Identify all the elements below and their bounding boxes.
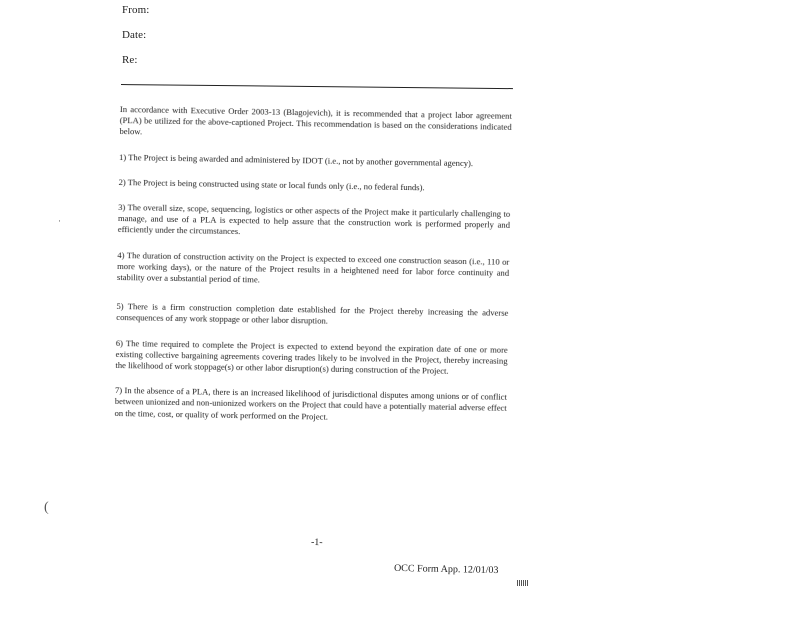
intro-paragraph: In accordance with Executive Order 2003-13 (Blagojevich), it is recommended that a project labor agreement (PLA) be utilized for the above-captioned Project. This recommendation is based on the considerations indicated below. <box>119 104 512 137</box>
page-number: -1- <box>310 536 323 549</box>
date-label: Date: <box>122 29 147 41</box>
header-divider <box>121 84 513 89</box>
form-reference: OCC Form App. 12/01/03 <box>393 562 499 577</box>
re-label: Re: <box>122 54 138 66</box>
consideration-2: 2) The Project is being constructed using state or local funds only (i.e., no federal funds). <box>118 176 425 193</box>
consideration-6: 6) The time required to complete the Project is expected to extend beyond the expiration date of one or more existing collective bargaining agreements covering trades likely to be involved in the Project, thereby increasing the likelihood of work stoppage(s) or other labor disruption(s) during construction of the Project. <box>115 337 508 376</box>
consideration-7: 7) In the absence of a PLA, there is an increased likelihood of jurisdictional disputes among unions or of conflict between unionized and non-unionized workers on the Project that could have a potentially material adverse effect on the time, cost, or quality of work performed on the Project. <box>114 385 508 422</box>
consideration-5: 5) There is a firm construction completion date established for the Project thereby increasing the adverse consequences of any work stoppage or other labor disruption. <box>116 301 509 327</box>
scan-smudge: ( <box>44 500 49 515</box>
memo-body <box>114 104 512 436</box>
from-label: From: <box>122 4 150 16</box>
scan-speck: · <box>58 216 61 226</box>
scan-barcode-mark <box>517 580 528 586</box>
consideration-1: 1) The Project is being awarded and administered by IDOT (i.e., not by another governmental agency). <box>118 151 474 168</box>
consideration-4: 4) The duration of construction activity on the Project is expected to exceed one construction season (i.e., 110 or more working days), or the nature of the Project results in a heightened need for labor force continuity and stability over a substantial period of time. <box>116 249 510 285</box>
consideration-3: 3) The overall size, scope, sequencing, logistics or other aspects of the Project make it particularly challenging to manage, and use of a PLA is expected to help assure that the construction work is performed properly and efficiently under the circumstances. <box>117 202 511 237</box>
